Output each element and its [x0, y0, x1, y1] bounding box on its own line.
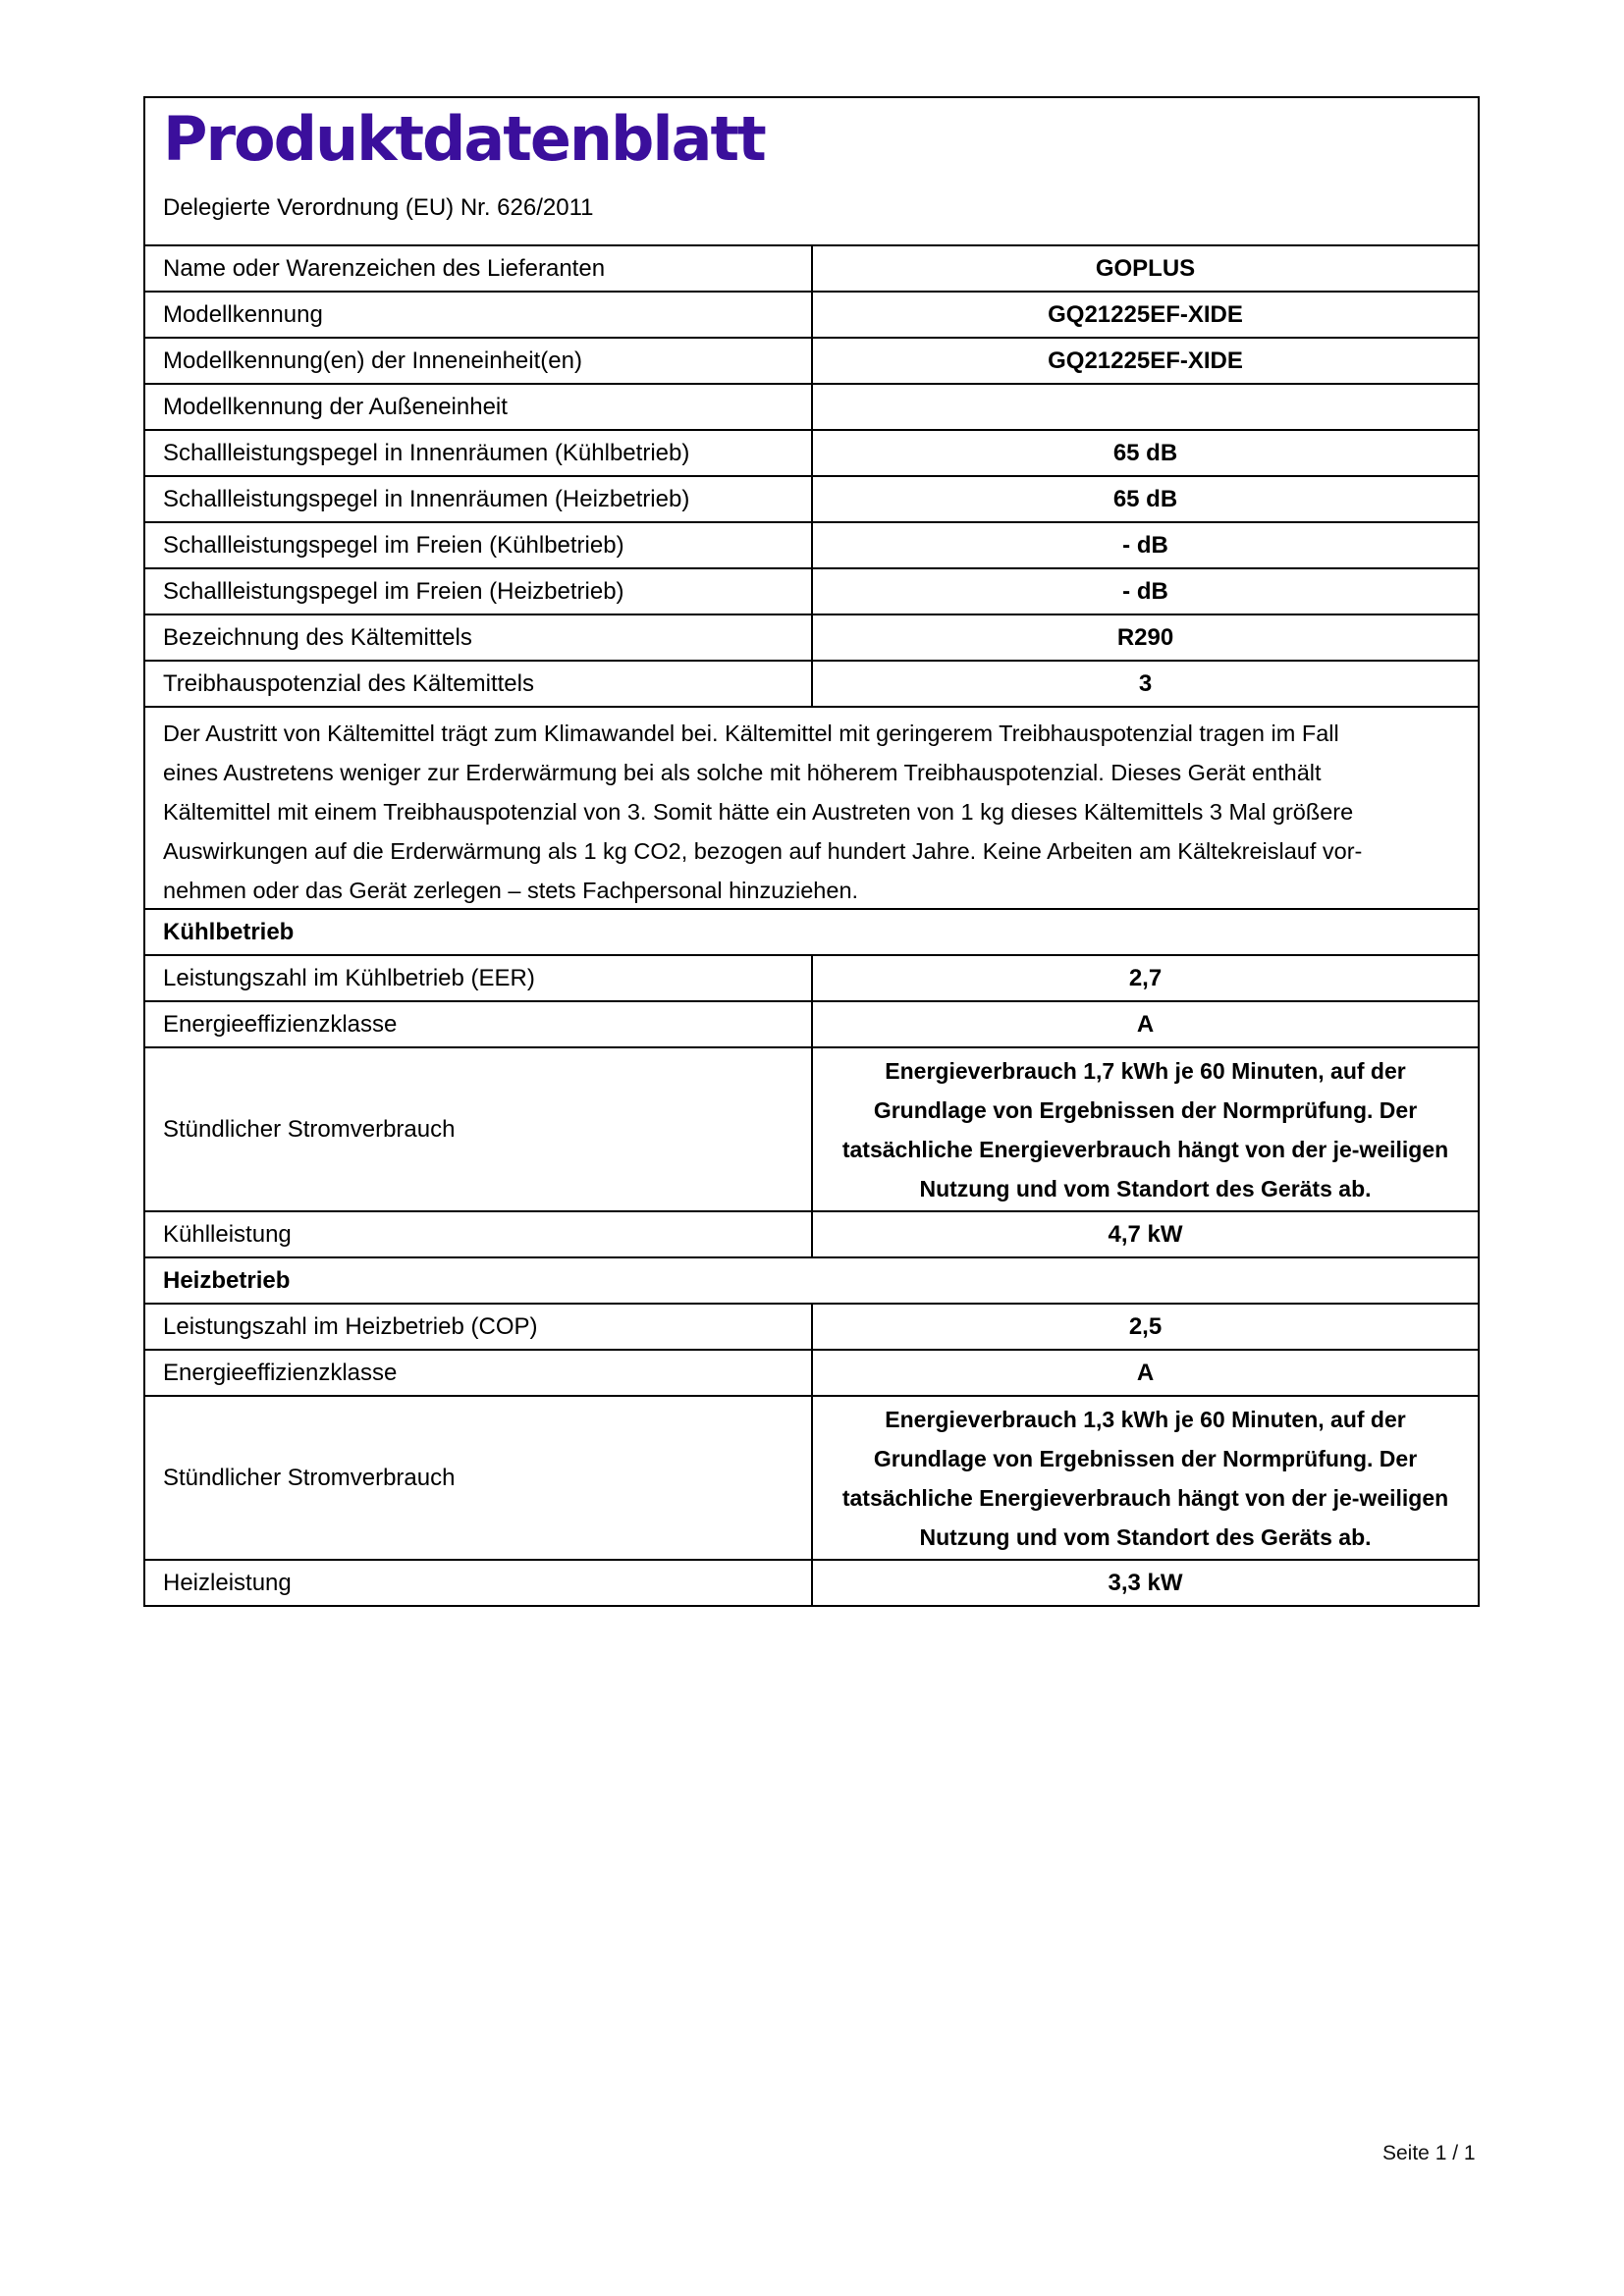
row-value: A	[1136, 1010, 1155, 1038]
notice-line: nehmen oder das Gerät zerlegen – stets Fachpersonal hinzuziehen.	[163, 878, 859, 903]
table-row-outdoor-sound-cooling	[145, 523, 1478, 569]
row-value: 3	[1138, 669, 1153, 697]
table-row-eer	[145, 956, 1478, 1002]
row-value: R290	[1116, 623, 1174, 651]
row-label: Name oder Warenzeichen des Lieferanten	[145, 246, 813, 291]
row-label: Heizleistung	[145, 1561, 813, 1605]
row-value: 2,5	[1128, 1312, 1163, 1340]
row-value: - dB	[1122, 577, 1168, 605]
row-label: Stündlicher Stromverbrauch	[145, 1048, 813, 1210]
notice-line: Der Austritt von Kältemittel trägt zum Klimawandel bei. Kältemittel mit geringerem Treibhauspotenzial tragen im Fall	[163, 721, 1339, 746]
row-value: 65 dB	[1112, 439, 1178, 466]
table-row-heating-hourly-consumption	[145, 1397, 1478, 1561]
row-value: GQ21225EF-XIDE	[1048, 347, 1243, 374]
table-row-supplier	[145, 246, 1478, 293]
row-value: GOPLUS	[1095, 254, 1196, 282]
table-row-cop	[145, 1305, 1478, 1351]
title-block	[145, 98, 1478, 246]
row-value: 3,3 kW	[1108, 1569, 1183, 1596]
row-value: - dB	[1122, 531, 1168, 559]
row-value: 4,7 kW	[1108, 1220, 1183, 1248]
refrigerant-notice	[145, 708, 1478, 910]
row-value: A	[1136, 1359, 1155, 1386]
table-row-refrigerant	[145, 615, 1478, 662]
regulation-reference: Delegierte Verordnung (EU) Nr. 626/2011	[163, 194, 594, 221]
row-label: Leistungszahl im Heizbetrieb (COP)	[145, 1305, 813, 1349]
table-row-cooling-capacity	[145, 1212, 1478, 1258]
table-row-heating-capacity	[145, 1561, 1478, 1607]
row-label: Bezeichnung des Kältemittels	[145, 615, 813, 660]
table-row-model-id	[145, 293, 1478, 339]
row-label: Modellkennung	[145, 293, 813, 337]
notice-line: Kältemittel mit einem Treibhauspotenzial von 3. Somit hätte ein Austreten von 1 kg dieses Kältemittels 3 Mal größere	[163, 799, 1354, 825]
row-label: Schallleistungspegel im Freien (Heizbetrieb)	[145, 569, 813, 614]
row-label: Kühlleistung	[145, 1212, 813, 1256]
row-label: Leistungszahl im Kühlbetrieb (EER)	[145, 956, 813, 1000]
notice-line: Auswirkungen auf die Erderwärmung als 1 kg CO2, bezogen auf hundert Jahre. Keine Arbeiten am Kältekreislauf vor-	[163, 838, 1363, 864]
page-title: Produktdatenblatt	[163, 103, 765, 175]
row-label: Schallleistungspegel in Innenräumen (Kühlbetrieb)	[145, 431, 813, 475]
row-label: Stündlicher Stromverbrauch	[145, 1397, 813, 1559]
row-value: GQ21225EF-XIDE	[1048, 300, 1243, 328]
product-data-sheet	[143, 96, 1480, 1607]
row-value: Energieverbrauch 1,7 kWh je 60 Minuten, auf der Grundlage von Ergebnissen der Normprüfung. Der tatsächliche Energieverbrauch hängt von der je-weiligen Nutzung und vom Standort des Geräts ab.	[841, 1057, 1449, 1201]
row-label: Treibhauspotenzial des Kältemittels	[145, 662, 813, 706]
row-value: Energieverbrauch 1,3 kWh je 60 Minuten, auf der Grundlage von Ergebnissen der Normprüfung. Der tatsächliche Energieverbrauch hängt von der je-weiligen Nutzung und vom Standort des Geräts ab.	[841, 1406, 1449, 1550]
row-label: Modellkennung(en) der Inneneinheit(en)	[145, 339, 813, 383]
row-value	[813, 385, 1478, 429]
row-label: Schallleistungspegel in Innenräumen (Heizbetrieb)	[145, 477, 813, 521]
table-row-outdoor-unit-id	[145, 385, 1478, 431]
table-row-indoor-sound-heating	[145, 477, 1478, 523]
table-row-cooling-hourly-consumption	[145, 1048, 1478, 1212]
section-heading-cooling: Kühlbetrieb	[145, 910, 1478, 956]
page-indicator: Seite 1 / 1	[1382, 2142, 1476, 2164]
table-row-gwp	[145, 662, 1478, 708]
table-row-indoor-unit-id	[145, 339, 1478, 385]
table-row-indoor-sound-cooling	[145, 431, 1478, 477]
row-value: 65 dB	[1112, 485, 1178, 512]
row-label: Energieeffizienzklasse	[145, 1002, 813, 1046]
row-label: Schallleistungspegel im Freien (Kühlbetrieb)	[145, 523, 813, 567]
table-row-heating-energy-class	[145, 1351, 1478, 1397]
row-value: 2,7	[1128, 964, 1163, 991]
table-row-outdoor-sound-heating	[145, 569, 1478, 615]
table-row-cooling-energy-class	[145, 1002, 1478, 1048]
row-label: Modellkennung der Außeneinheit	[145, 385, 813, 429]
row-label: Energieeffizienzklasse	[145, 1351, 813, 1395]
section-heading-heating: Heizbetrieb	[145, 1258, 1478, 1305]
notice-line: eines Austretens weniger zur Erderwärmung bei als solche mit höherem Treibhauspotenzial. Dieses Gerät enthält	[163, 760, 1322, 785]
